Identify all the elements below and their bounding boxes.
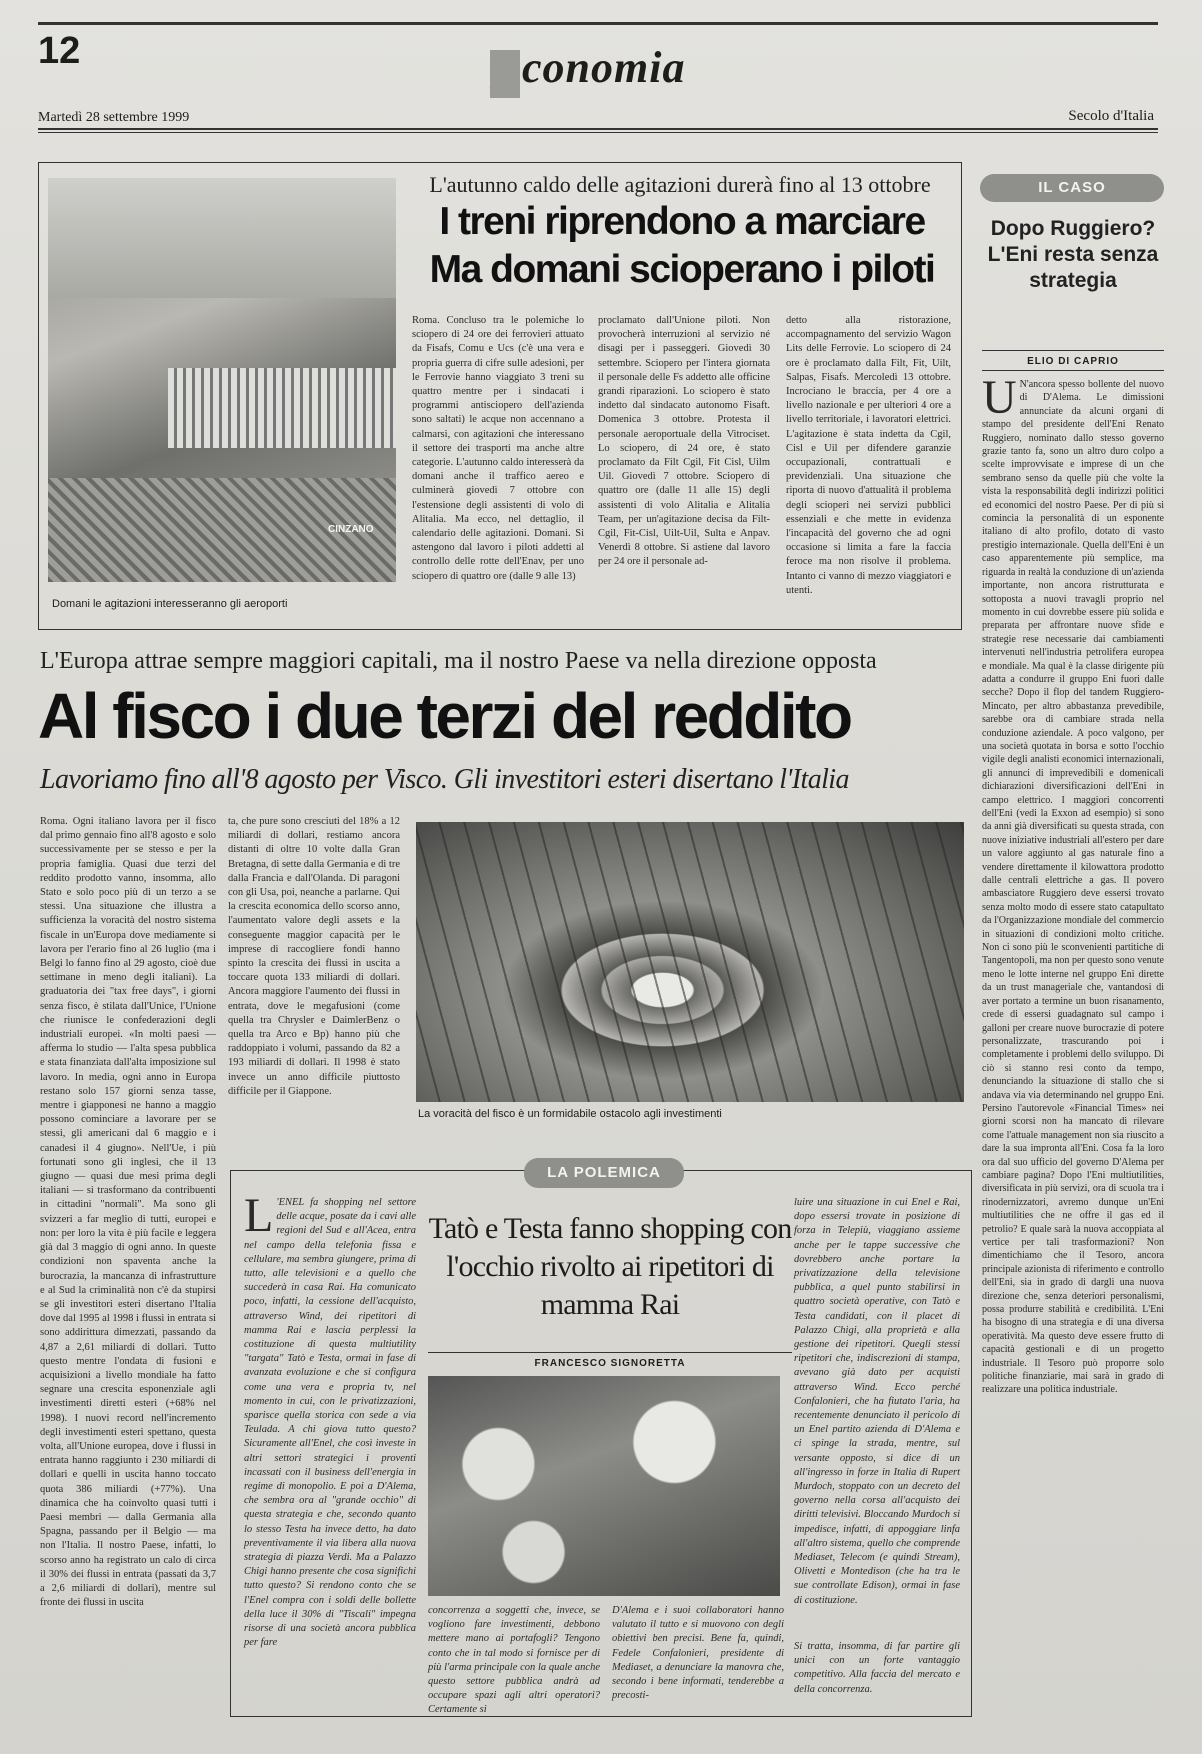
pipeline-photo <box>416 822 964 1102</box>
airport-photo <box>48 178 396 582</box>
polemica-byline: FRANCESCO SIGNORETTA <box>534 1358 686 1369</box>
polemica-dropcap: L <box>244 1189 274 1242</box>
fisco-column-1: Roma. Ogni italiano lavora per il fisco dal primo gennaio fino all'8 agosto e solo successivamente per se stesso e per la propria famiglia. Quasi due terzi del reddito prodotto vanno, insomma, allo Stato e solo poco più di un terzo a se stessi. Una situazione che illustra a sufficienza la voracità del nostro sistema fiscale in un'Europa dove mediamente si lavora per l'erario fino al 26 luglio (ma i Belgi lo fanno fino al 29 agosto, cioè due settimane in meno degli italiani). La graduatoria dei "tax free days", i giorni senza fisco, è stilata dall'Unice, l'Unione che riunisce le confederazioni degli industriali europei. «In molti paesi — afferma lo studio — l'alta spesa pubblica e stata finanziata dall'alta imposizione sul lavoro. In media, ogni anno in Europa restano solo 157 giorni senza tasse, mentre i giapponesi ne hanno a maggio possono cominciare a lavorare per se stessi, gli americani dal 6 maggio e i canadesi il 4 giugno». Nell'Ue, i più fortunati sono gli inglesi, che il 13 giugno — quasi due mesi prima degli italiani — si trasformano da contribuenti in cittadini "normali". Ma sono gli svizzeri a far meglio di tutti, europei e non: per loro la vita è più facile e leggera già dal 3 maggio di ogni anno. In queste condizioni non spaventa anche la burocrazia, la mancanza di infrastrutture e al Sud la criminalità non c'è da stupirsi se gli investitori esteri disertano l'Italia dove dal 1995 al 1998 i flussi in entrata si sono addirittura dimezzati, passando da 4,87 a 2,61 miliardi di dollari. Tutto questo mentre l'ondata di fusioni e acquisizioni a livello mondiale ha fatto segnare una crescita esponenziale agli investimenti diretti esteri (+68% nel 1998). I nuovi record nell'incremento degli investimenti esteri spettano, questa volta, all'Unione europea, dove i flussi in entrata hanno raggiunto i 230 miliardi di dollari e quelli in uscita hanno toccato quota 386 miliardi (+77%). Una dinamica che ha coinvolto quasi tutti i Paesi membri — dalla Germania alla Spagna, passando per il Belgio — ma non l'Italia. Il nostro Paese, infatti, lo scorso anno ha registrato un calo di circa il 30% dei flussi in entrata (passati da 3,7 a 2,6 miliardi di dollari), mentre sul fronte dei flussi in uscita <box>40 816 216 1609</box>
trains-headline-2: Ma domani scioperano i piloti <box>429 248 935 291</box>
fisco-subhead: Lavoriamo fino all'8 agosto per Visco. Gli investitori esteri disertano l'Italia <box>40 764 849 795</box>
masthead-rule <box>38 128 1158 130</box>
polemica-text-1: 'ENEL fa shopping nel settore delle acque, posate da i cavi alle regioni del Sud e all'Acea, entra nel campo della telefonia fissa e cellulare, ma sembra giungere, prima di tutto, alle televisioni e a quello che succederà in casa Rai. Ha comunicato poco, infatti, la cessione dell'acquisto, attraverso Wind, dei ripetitori di mamma Rai e lascia perplessi la costituzione di questa multiutility "targata" Tatò e Testa, ormai in fase di avanzata evoluzione e che si configura come una vera e propria tv, nel momento in cui, con le privatizzazioni, sparisce quella storica con sede a via Teulada. A chi giova tutto questo? Sicuramente all'Enel, che così investe in altri settori strategici i proventi incassati con il business dell'energia in regime di monopolio. E poi a D'Alema, che sembra ora al "grande occhio" di questa strategia e che, secondo quanto lo stesso Testa ha invece detto, ha dato preventivamente il via libera alla nuova strategia di piazza Verdi. Ma a Palazzo Chigi hanno presente che cosa significhi tutto questo? Si rendono conto che se l'Enel compra con i soldi delle bollette della luce il 30% di "Tiscali" impegna risorse di una società ancora pubblica per fare <box>244 1197 416 1649</box>
polemica-column-b: D'Alema e i suoi collaboratori hanno valutato il tutto e si muovono con degli obiettivi ben precisi. Bene fa, quindi, Fedele Confalonieri, presidente di Mediaset, a denunciare la manovra che, secondo i bene informati, tenderebbe a precosti- <box>612 1605 784 1702</box>
trains-column-3: detto alla ristorazione, accompagnamento del servizio Wagon Lits delle Ferrovie. Lo sciopero di 24 ore è proclamato dalla Filt, Fit, Uilt, Salpas, Fisafs. Mercoledì 13 ottobre. Incrociano le braccia, per 4 ore a livello nazionale e per ulteriori 4 ore a livello territoriale, i lavoratori elettrici. L'agitazione è stata indetta da Cgil, Cisl e Uil per difendere garanzie occupazionali, contrattuali e previdenziali. Una situazione che riporta di nuovo d'attualità il problema degli scioperi nei servizi pubblici essenziali e che mette in evidenza l'incapacità del governo che ad ogni occasione si limita a fare la faccia feroce ma non risolve il problema. Intanto ci vanno di mezzo viaggiatori e utenti. <box>786 315 951 596</box>
il-caso-text: N'ancora spesso bollente del nuovo di D'Alema. Le dimissioni annunciate da alcuni organi di stampo del presidente dell'Eni Renato Ruggiero, nominato dallo stesso governo grazie tanto fa, sono un altro duro colpo a scelte improvvisate e imprese di un che sembrano senso da quelle più che volte la vista la responsabilità degli indirizzi politici ed economici del nostro Paese. Per di più si comincia la personalità di un esponente italiano di alto profilo, dotato di vasto prestigio internazionale. Quella dell'Eni è un caso apparentemente più semplice, ma riguarda in realtà la conduzione di un'azienda importante, non ancora ristrutturata e sottoposta a nuovi travagli proprio nel momento in cui dovrebbe essere più solida e preparata per affrontare nuove sfide e strategie rese necessarie dai cambiamenti intervenuti nell'industria petrolifera europea e mondiale. Ma qual è la classe dirigente più adatta a condurre il gruppo Eni fuori dalle secche? Dopo il flop del tandem Ruggiero-Mincato, per altro abbastanza prevedibile, sarebbe ora di cambiare strada nella conduzione aziendale. A poco valgono, per una società quotata in borsa e sotto l'occhio vigile degli analisti economici internazionali, gli annunci di imprevedibili e domenicali dichiarazioni diversificazioni dell'Eni in campo elettrico. I maggiori concorrenti dell'Eni (vedi la Exxon ad esempio) si sono da anni già diversificati su questa strada, con nuove iniziative industriali all'estero per dare un valore aggiunto al gas naturale fino a vendere direttamente il kilowattora prodotto dalle centrali elettriche a gas. Il povero ambasciatore Ruggiero deve essersi trovato senza molto modo di essere stato catapultato da l'Organizzazione mondiale del commercio in situazioni di condizioni molto critiche. Non ci sono più le sconvenienti partitiche di Tangentopoli, ma non per questo sono venute meno le lotte interne nel gruppo Eni dirette da un trust manageriale che, vantandosi di aver portato a termine un buon risanamento, crede di essersi guadagnato sul campo i galloni per creare nuove burocrazie di potere personalizzate, trascurando poi i completamente i problemi dello sviluppo. Di ciò si stanno resi conto da tempo, denunciando la situazione di stallo che si andava via via determinando nel gruppo Eni. Persino l'autorevole «Financial Times» nei giorni scorsi non ha mancato di rilevare come l'attuale management non sia riuscito a dare la sua impronta all'Eni. Cosa fa la loro ora dal suo ufficio del governo D'Alema per cambiare pagina? Dopo l'Eni multiutilities, diversificata in più servizi, ora di scuola tra i rinodernizzatori, avremo dunque un'Eni multiutilities che ne offre il gas ed il petrolio? E quale sarà la nuova accoppiata al vertice per tali trasformazioni? Non dimentichiamo che il Tesoro, ancora principale azionista di riferimento e controllo dell'Eni, sia in grado di dargli una nuova direzione che, senza deteriori personalismi, possa produrre stabilità e credibilità. L'Eni ha bisogno di una strategia e di una diversa operatività. Ma questo deve essere frutto di capacità gestionali e di un progetto industriale. Il Tesoro può proporre solo politiche finanziarie, mai sarà in grado di realizzare una politica industriale. <box>982 379 1164 1396</box>
issue-date: Martedì 28 settembre 1999 <box>38 110 190 125</box>
il-caso-dropcap: U <box>982 371 1017 424</box>
il-caso-byline: ELIO DI CAPRIO <box>1027 356 1119 367</box>
polemica-column-1 <box>244 1189 416 1701</box>
polemica-label: LA POLEMICA <box>524 1158 684 1188</box>
trains-photo-caption: Domani le agitazioni interesseranno gli aeroporti <box>52 598 288 610</box>
trains-column-1: Roma. Concluso tra le polemiche lo sciopero di 24 ore dei ferrovieri attuato da Fisafs, Comu e Ucs (c'è una vera e propria guerra di cifre sulle adesioni, per le Ferrovie hanno viaggiato 3 treni su quattro mentre per i sindacati i programmi antisciopero dell'azienda sono saltati) le acque non accennano a calmarsi, con agitazioni che interessano il settore dei trasporti ma anche altre categorie. L'autunno caldo interesserà da domani anche il traffico aereo e culminerà giovedì 7 ottobre con l'estensione degli assistenti di volo di Alitalia. Ma ecco, nel dettaglio, il calendario delle agitazioni. Domani. Si astengono dal lavoro i piloti addetti al controllo delle rotte dell'Enav, per uno sciopero di quattro ore (dalle 9 alle 13) <box>412 315 584 582</box>
fisco-headline: Al fisco i due terzi del reddito <box>38 680 851 752</box>
cinzano-sign: CINZANO <box>328 524 374 535</box>
fisco-column-2: ta, che pure sono cresciuti del 18% a 12 miliardi di dollari, restiamo ancora distanti di oltre 10 volte dalla Gran Bretagna, di sette dalla Germania e di tre dalla Francia e dall'Olanda. Di paragoni con gli Usa, poi, neanche a parlarne. Qui la crescita economica dello scorso anno, l'aumentato valore degli assets e la conseguente maggior capacità per le imprese di raccogliere fondi hanno spinto la crescita dei flussi in uscita a toccare quota 133 miliardi di dollari. Ancora maggiore l'aumento dei flussi in entrata, dove le megafusioni (come quella tra Chrysler e DaimlerBenz o quella tra Arco e Bp) hanno più che raddoppiato i volumi, passando da 82 a 193 miliardi di dollari. Il 1998 è stato invece un anno difficile piuttosto difficile per il Giappone. <box>228 816 401 1097</box>
section-name: conomia <box>522 43 686 92</box>
satellite-dishes-photo <box>428 1376 780 1596</box>
trains-kicker: L'autunno caldo delle agitazioni durerà fino al 13 ottobre <box>429 172 931 197</box>
il-caso-rule <box>982 350 1164 351</box>
trains-headline-1: I treni riprendono a marciare <box>439 200 925 243</box>
newspaper-name: Secolo d'Italia <box>1068 108 1154 124</box>
polemica-column-2: luire una situazione in cui Enel e Rai, dopo essersi trovate in posizione di forza in Telepiù, viaggiano assieme anche per le tappe successive che dovrebbero anche portare la privatizzazione della televisione pubblica, a quel punto stabilirsi in quattro società operative, con Tatò e Testa candidati, con il placet di Palazzo Chigi, alla proprietà e alla gestione dei ripetitori. Quegli stessi ripetitori che, indiscrezioni di stampa, avevano già dato per acquisti attraverso Wind. Ecco perché Confalonieri, che ha fiutato l'aria, ha recentemente denunciato il pericolo di un Enel partito azienda di D'Alema e ci spinge la strada, mentre, sul versante opposto, si dice di un all'ingresso in forze in Italia di Rupert Murdoch, stoppato con un decreto del governo nella corsa all'acquisto dei diritti televisivi. Bloccando Murdoch si impedisce, infatti, di appoggiare linfa all'altro sistema, quello che comprende Mediaset, Telecom (e quindi Stream), Olivetti e Montedison (che ha tra le sue controllate Edison), ormai in fase di costituzione. <box>794 1197 960 1606</box>
page-number: 12 <box>38 30 81 72</box>
polemica-headline: Tatò e Testa fanno shopping con l'occhio rivolto ai ripetitori di mamma Rai <box>428 1212 792 1321</box>
fisco-kicker: L'Europa attrae sempre maggiori capitali, ma il nostro Paese va nella direzione opposta <box>40 648 877 674</box>
top-rule <box>38 22 1158 25</box>
il-caso-label: IL CASO <box>980 174 1164 202</box>
masthead-rule-thin <box>38 132 1158 133</box>
polemica-rule <box>428 1352 792 1353</box>
il-caso-headline: Dopo Ruggiero? L'Eni resta senza strategia <box>987 217 1159 292</box>
trains-column-2: proclamato dall'Unione piloti. Non provocherà interruzioni al servizio né disagi per i passeggeri. Giovedì 30 settembre. Sciopero per l'intera giornata il personale delle Fs addetto alle officine grandi riparazioni. Lo sciopero è stato indetto dal sindacato autonomo Fisaft. Domenica 3 ottobre. Protesta il personale aeroportuale della Vitrociset. Lo sciopero, di 24 ore, è stato proclamato da Filt Cgil, Fit Cisl, Uilm Uil. Giovedì 7 ottobre. Sciopero di quattro ore (dalle 11 alle 15) degli assistenti di volo Alitalia e Alitalia Team, per un'agitazione decisa da Filt-Cgil, Fit-Cisl, Uilt-Uil, Sulta e Anpav. Venerdì 8 ottobre. Si astiene dal lavoro per 24 ore il personale ad- <box>598 315 770 568</box>
polemica-column-a: concorrenza a soggetti che, invece, se vogliono fare investimenti, debbono mettere mano ai portafogli? Tengono conto che in tal modo si fornisce per di più l'arma principale con la quale anche questo settore pubblica andrà ad occupare spazi agli altri operatori? Certamente si <box>428 1605 600 1716</box>
polemica-column-c: Si tratta, insomma, di far partire gli unici con un forte vantaggio competitivo. Alla faccia del mercato e della concorrenza. <box>794 1641 960 1695</box>
fisco-photo-caption: La voracità del fisco è un formidabile ostacolo agli investimenti <box>418 1108 722 1120</box>
section-title <box>490 42 685 98</box>
il-caso-body <box>982 371 1164 1708</box>
section-initial: E <box>490 49 521 98</box>
